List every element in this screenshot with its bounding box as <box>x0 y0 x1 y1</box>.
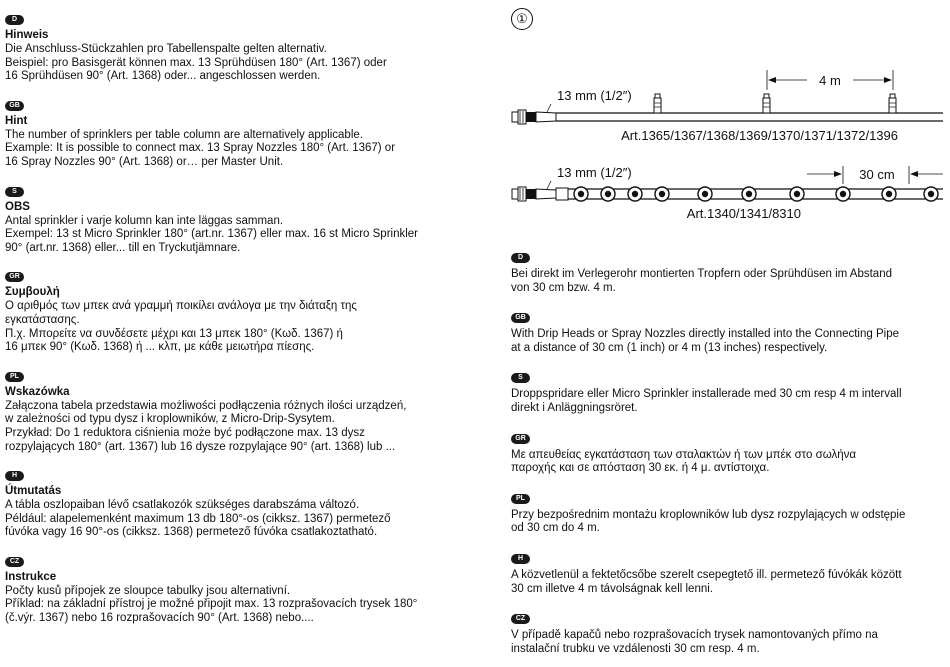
text-line: With Drip Heads or Spray Nozzles directly installed into the Connecting Pipe <box>511 328 899 341</box>
language-badge: GR <box>5 272 24 282</box>
pipe-2-articles: Art.1340/1341/8310 <box>686 206 801 221</box>
language-badge: S <box>5 187 24 197</box>
note-section-gb <box>5 94 445 170</box>
drip-head-2 <box>601 187 615 201</box>
text-line: Przykład: Do 1 reduktora ciśnienia może być podłączone max. 13 dysz <box>5 426 365 439</box>
drip-head-10 <box>924 187 938 201</box>
text-line: Beispiel: pro Basisgerät können max. 13 Sprühdüsen 180° (Art. 1367) oder <box>5 56 387 69</box>
install-note-text <box>511 328 943 355</box>
text-line: Příklad: na základní přístroj je možné připojit max. 13 rozprašovacích trysek 180° <box>5 598 418 611</box>
text-line: od 30 cm do 4 m. <box>511 522 600 535</box>
text-line: direkt i Anläggningsröret. <box>511 401 638 414</box>
language-badge: D <box>5 15 24 25</box>
text-line: εγκατάστασης. <box>5 313 80 326</box>
install-note-text <box>511 629 943 656</box>
note-section-d <box>5 8 445 84</box>
drip-head-4 <box>655 187 669 201</box>
text-line: A közvetlenül a fektetőcsőbe szerelt csepegtető ill. permetező fúvókák között <box>511 568 902 581</box>
text-line: The number of sprinklers per table column are alternatively applicable. <box>5 128 363 141</box>
language-badge: CZ <box>511 614 530 624</box>
section-title: Hint <box>5 114 28 127</box>
figure-number: ① <box>511 8 533 30</box>
drip-head-3 <box>628 187 642 201</box>
install-note-text <box>511 449 943 476</box>
note-section-h <box>5 464 445 540</box>
text-line: von 30 cm bzw. 4 m. <box>511 281 616 294</box>
drip-head-7 <box>790 187 804 201</box>
language-badge: D <box>511 253 530 263</box>
text-line: 16 μπεκ 90° (Κωδ. 1368) ή ... κλπ, με κάθε μειωτήρα πίεσης. <box>5 341 315 354</box>
text-line: Exempel: 13 st Micro Sprinkler 180° (art.nr. 1367) eller max. 16 st Micro Sprinkler <box>5 228 419 241</box>
text-line: Droppspridare eller Micro Sprinkler installerade med 30 cm resp 4 m intervall <box>511 388 902 401</box>
section-title: Instrukce <box>5 570 57 583</box>
language-badge: CZ <box>5 557 24 567</box>
text-line: Ο αριθμός των μπεκ ανά γραμμή ποικίλει ανάλογα με την διάταξη της <box>5 300 357 313</box>
text-line: V případě kapačů nebo rozprašovacích trysek namontovaných přímo na <box>511 629 878 642</box>
text-line: instalační trubku ve vzdálenosti 30 cm resp. 4 m. <box>511 642 760 655</box>
text-line: Załączona tabela przedstawia możliwości podłączenia różnych ilości urządzeń, <box>5 399 407 412</box>
language-badge: S <box>511 373 530 383</box>
install-note-h <box>511 547 943 596</box>
note-section-gr <box>5 265 445 354</box>
drip-head-9 <box>882 187 896 201</box>
text-line: (č.výr. 1367) nebo 16 rozprašovacích 90° (Art. 1368) nebo.... <box>5 612 314 625</box>
nozzle-3 <box>889 94 896 113</box>
language-badge: H <box>5 471 24 481</box>
drip-head-6 <box>742 187 756 201</box>
install-note-pl <box>511 487 943 536</box>
pipe-1-size-label: 13 mm (1/2″) <box>557 88 632 103</box>
pipe-2-spacing-label: 30 cm <box>859 167 895 182</box>
drip-head-1 <box>574 187 588 201</box>
text-line: Π.χ. Μπορείτε να συνδέσετε μέχρι και 13 μπεκ 180° (Κωδ. 1367) ή <box>5 327 343 340</box>
nozzle-2 <box>763 94 770 113</box>
install-note-text <box>511 509 943 536</box>
note-section-s <box>5 180 445 256</box>
install-note-d <box>511 246 943 295</box>
section-title: Συμβουλή <box>5 286 60 299</box>
note-section-pl <box>5 365 445 454</box>
text-line: 16 Sprühdüsen 90° (Art. 1368) oder... angeschlossen werden. <box>5 70 321 83</box>
text-line: w zależności od typu dysz i kroplowników, z Micro-Drip-Sysytem. <box>5 413 335 426</box>
install-note-s <box>511 366 943 415</box>
install-note-cz <box>511 607 943 656</box>
language-badge: GR <box>511 434 530 444</box>
left-column <box>5 8 445 636</box>
language-badge: GB <box>511 313 530 323</box>
text-line: Με απευθείας εγκατάσταση των σταλακτών ή των μπέκ στο σωλήνα <box>511 448 857 461</box>
text-line: Bei direkt im Verlegerohr montierten Tropfern oder Sprühdüsen im Abstand <box>511 268 892 280</box>
install-note-text <box>511 388 943 415</box>
install-note-text <box>511 268 943 295</box>
install-note-text <box>511 569 943 596</box>
section-title: Hinweis <box>5 29 49 41</box>
install-note-gr <box>511 427 943 476</box>
language-badge: GB <box>5 101 24 111</box>
text-line: Antal sprinkler i varje kolumn kan inte läggas samman. <box>5 214 284 227</box>
text-line: Example: It is possible to connect max. 13 Spray Nozzles 180° (Art. 1367) or <box>5 142 396 155</box>
section-title: Útmutatás <box>5 485 62 498</box>
section-title: Wskazówka <box>5 385 70 398</box>
section-title: OBS <box>5 200 30 213</box>
text-line: Przy bezpośrednim montażu kroplowników lub dysz rozpylających w odstępie <box>511 508 906 521</box>
text-line: fúvóka vagy 16 90°-os (cikksz. 1368) permetező fúvóka csatlakoztatható. <box>5 526 378 539</box>
pipe-diagram <box>511 8 943 233</box>
text-line: 90° (art.nr. 1368) eller... till en Tryckutjämnare. <box>5 241 241 254</box>
pipe-2-size-label: 13 mm (1/2″) <box>557 165 632 180</box>
language-badge: H <box>511 554 530 564</box>
text-line: Die Anschluss-Stückzahlen pro Tabellenspalte gelten alternativ. <box>5 43 327 55</box>
text-line: Például: alapelemenként maximum 13 db 180°-os (cikksz. 1367) permetező <box>5 512 391 525</box>
install-note-gb <box>511 306 943 355</box>
nozzle-1 <box>654 94 661 113</box>
pipe-1 <box>512 70 943 143</box>
text-line: 30 cm illetve 4 m távolságnak kell lenni. <box>511 582 713 595</box>
text-line: A tábla oszlopaiban lévő csatlakozók szükséges darabszáma változó. <box>5 499 360 512</box>
drip-head-5 <box>698 187 712 201</box>
pipe-1-articles: Art.1365/1367/1368/1369/1370/1371/1372/1396 <box>621 128 898 143</box>
text-line: Počty kusů přípojek ze sloupce tabulky jsou alternativní. <box>5 584 291 597</box>
text-line: 16 Spray Nozzles 90° (Art. 1368) or… per Master Unit. <box>5 155 284 168</box>
note-section-cz <box>5 550 445 626</box>
text-line: at a distance of 30 cm (1 inch) or 4 m (13 inches) respectively. <box>511 341 828 354</box>
text-line: rozpylających 180° (art. 1367) lub 16 dysze rozpylające 90° (art. 1368) lub ... <box>5 440 396 453</box>
text-line: παροχής και σε απόσταση 30 εκ. ή 4 μ. αντίστοιχα. <box>511 462 770 475</box>
right-text-sections <box>511 246 943 667</box>
drip-head-8 <box>836 187 850 201</box>
language-badge: PL <box>511 494 530 504</box>
pipe-1-spacing-label: 4 m <box>819 73 841 88</box>
language-badge: PL <box>5 372 24 382</box>
pipe-2 <box>512 165 943 221</box>
